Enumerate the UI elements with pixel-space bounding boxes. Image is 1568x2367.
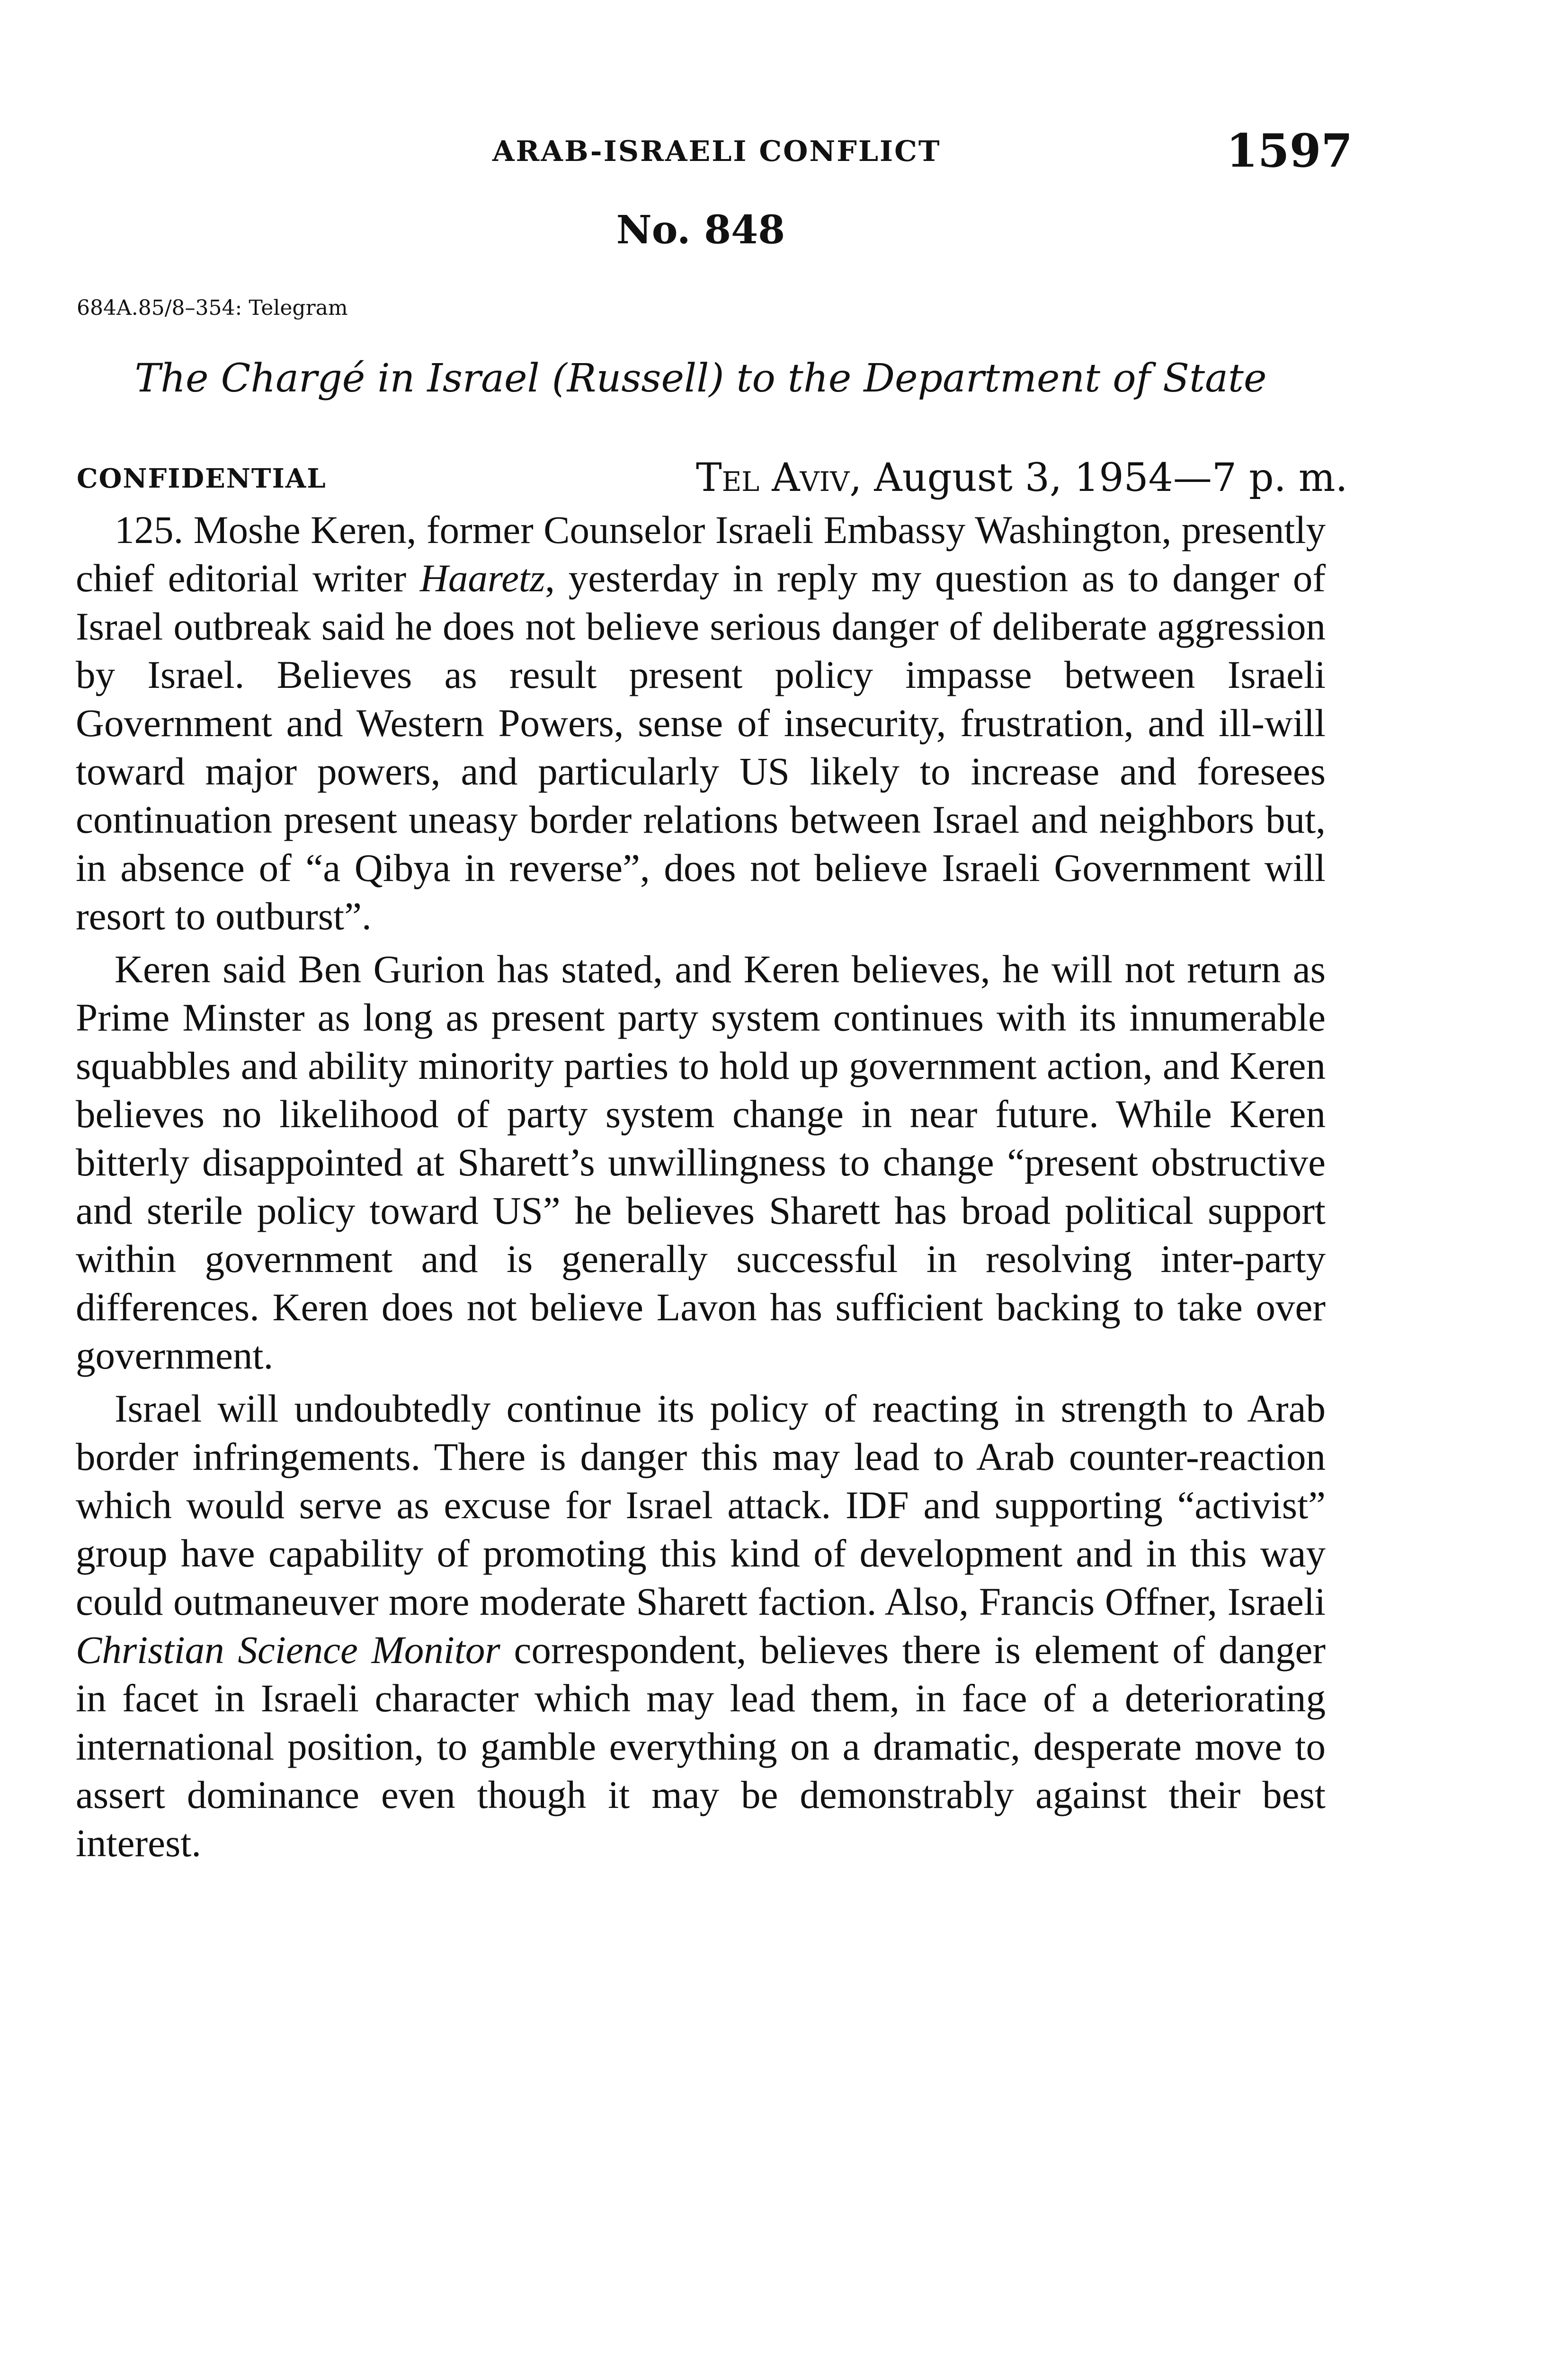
file-reference: 684A.85/8–354: Telegram	[77, 296, 348, 320]
telegram-body	[76, 506, 1326, 1867]
paragraph-1	[76, 506, 1326, 940]
page-number: 1597	[1226, 124, 1353, 178]
paragraph-1-text-a: 125. Moshe Keren, former Counselor Israeli Embassy Washington, presently chief editorial writer	[76, 508, 1326, 600]
dateline	[696, 455, 1348, 500]
dateline-date: , August 3, 1954—7 p. m.	[849, 455, 1348, 500]
publication-name: Christian Science Monitor	[76, 1628, 500, 1672]
paragraph-3-text-a: Israel will undoubtedly continue its policy of reacting in strength to Arab border infringements. There is danger this may lead to Arab counter-reaction which would serve as excuse for Israel attack. IDF and supporting “activist” group have capability of promoting this kind of development and in this way could outmaneuver more moderate Sharett faction. Also, Francis Offner, Israeli	[76, 1387, 1326, 1623]
dateline-city-second: Aviv	[772, 455, 850, 500]
newspaper-name: Haaretz	[419, 556, 545, 600]
paragraph-1-text-c: , yesterday in reply my question as to danger of Israel outbreak said he does not believe serious danger of deliberate aggression by Israel. Believes as result present policy impasse between Israeli Government and Western Powers, sense of insecurity, frustration, and ill-will toward major powers, and particularly US likely to increase and foresees continuation present uneasy border relations between Israel and neighbors but, in absence of “a Qibya in reverse”, does not believe Israeli Government will resort to outburst”.	[76, 556, 1326, 938]
paragraph-3-text-c: correspondent, believes there is element of danger in facet in Israeli character which may lead them, in face of a deteriorating international position, to gamble everything on a dramatic, desperate move to assert dominance even though it may be demonstrably against their best interest.	[76, 1628, 1326, 1865]
document-number: No. 848	[616, 207, 785, 253]
dateline-city-first: Tel	[696, 455, 760, 500]
paragraph-3	[76, 1384, 1326, 1867]
paragraph-2: Keren said Ben Gurion has stated, and Keren believes, he will not return as Prime Minster as long as present party system continues with its innumerable squabbles and ability minority parties to hold up government action, and Keren believes no likelihood of party system change in near future. While Keren bitterly disappointed at Sharett’s unwillingness to change “present obstructive and sterile policy toward US” he believes Sharett has broad political support within government and is generally successful in resolving inter-party differences. Keren does not believe Lavon has sufficient backing to take over government.	[76, 947, 1326, 1377]
classification-label: CONFIDENTIAL	[77, 463, 327, 494]
running-head: ARAB-ISRAELI CONFLICT	[492, 135, 941, 168]
document-title: The Chargé in Israel (Russell) to the Department of State	[134, 356, 1267, 401]
